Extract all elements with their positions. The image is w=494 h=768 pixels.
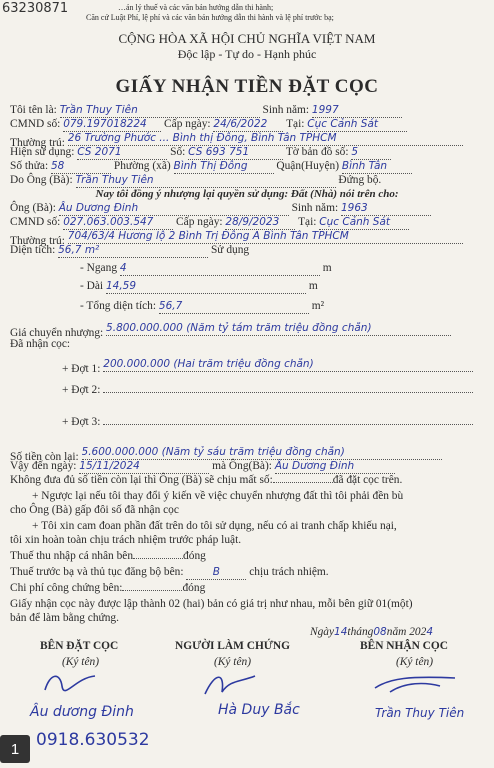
- law-reference-2: Căn cứ Luật Phí, lệ phí và các văn bản hướng dẫn thi hành và lệ phí trước bạ;: [86, 13, 334, 22]
- seller-id: 079.197018224: [63, 118, 161, 132]
- map-sheet: 5: [351, 146, 391, 160]
- round2-row: + Đợt 2:: [62, 384, 484, 397]
- plot-row: Số thửa: 58 Phường (xã) Bình Thị Đông Quận(Huyện) Bình Tân: [10, 160, 484, 174]
- seller-id-date: 24/6/2022: [213, 118, 283, 132]
- remaining-row: Số tiền còn lại: 5.600.000.000 (Năm tỷ sáu trăm triệu đồng chẵn): [10, 446, 484, 464]
- page-index-badge[interactable]: 1: [0, 735, 30, 763]
- buyer-address-row: Thường trú: 704/63/4 Hương lộ 2 Bình Trị Đông A Bình Tân TPHCM: [10, 230, 484, 248]
- clause-commitment: + Tôi xin cam đoan phần đất trên do tôi sử dụng, nếu có ai tranh chấp khiếu nại,: [32, 520, 397, 532]
- buyer-id-place: Cục Cảnh Sát: [319, 216, 409, 230]
- witness-name: Hà Duy Bắc: [218, 702, 300, 718]
- copies-line-2: bản để làm bằng chứng.: [10, 612, 119, 624]
- buyer-address: 704/63/4 Hương lộ 2 Bình Trị Đông A Bình Tân TPHCM: [68, 230, 463, 244]
- plot-number: 58: [51, 160, 111, 174]
- deadline-row: Vậy đến ngày: 15/11/2024 mà Ông(Bà): Âu Dương Đinh: [10, 460, 484, 474]
- depositor-phone: 0918.630532: [36, 730, 150, 750]
- owner-name: Trần Thuy Tiên: [76, 174, 336, 188]
- length-value: 14,59: [106, 280, 306, 294]
- deadline-person: Âu Dương Đinh: [275, 460, 395, 474]
- tax-registration-row: Thuế trước bạ và thủ tục đăng bộ bên: B chịu trách nhiệm.: [10, 566, 329, 578]
- motto: Độc lập - Tự do - Hạnh phúc: [177, 47, 317, 61]
- depositor-heading: BÊN ĐẶT CỌC: [40, 640, 119, 652]
- receiver-name: Trần Thuy Tiên: [375, 706, 465, 720]
- price-row: Giá chuyển nhượng: 5.800.000.000 (Năm tỷ tám trăm triệu đồng chẵn): [10, 322, 484, 340]
- total-area-value: 56,7: [159, 300, 309, 314]
- length-row: - Dài 14,59 m: [80, 280, 318, 292]
- seller-address-row: Thường trú: 26 Trường Phước ... Bình thị Đông, Bình Tân TPHCM: [10, 132, 484, 150]
- depositor-name: Âu dương Đinh: [30, 704, 134, 720]
- seller-id-place: Cục Cảnh Sát: [307, 118, 407, 132]
- width-value: 4: [120, 262, 320, 276]
- law-reference-1: …ản lý thuế và các văn bản hướng dẫn thi hành;: [118, 3, 274, 12]
- transfer-heading: Nay tôi đồng ý nhượng lại quyền sử dụng: Đất (Nhà) nói trên cho:: [95, 188, 399, 200]
- received-label: Đã nhận cọc:: [10, 338, 71, 350]
- clause-forfeit: Không đưa đủ số tiền còn lại thì Ông (Bà) sẽ chịu mất số: đã đặt cọc trên.: [10, 474, 403, 486]
- tax-registration-party: B: [186, 566, 246, 580]
- buyer-id-row: CMND số: 027.063.003.547 Cấp ngày: 28/9/2023 Tại: Cục Cảnh Sát: [10, 216, 484, 230]
- date-row: Ngày14tháng08năm 2024: [310, 626, 433, 638]
- remaining-value: 5.600.000.000 (Năm tỷ sáu trăm triệu đồng chẵn): [82, 446, 442, 460]
- round3-row: + Đợt 3:: [62, 416, 484, 429]
- page-title: GIẤY NHẬN TIỀN ĐẶT CỌC: [115, 76, 379, 97]
- district: Bình Tân: [342, 160, 412, 174]
- deadline-date: 15/11/2024: [79, 460, 209, 474]
- clause-commitment-2: tôi xin hoàn toàn chịu trách nhiệm trước pháp luật.: [10, 534, 242, 546]
- clause-compensation-2: cho Ông (Bà) gấp đôi số đã nhận cọc: [10, 504, 179, 516]
- seller-id-row: CMND số: 079.197018224 Cấp ngày: 24/6/2022 Tại: Cục Cảnh Sát: [10, 118, 484, 132]
- seller-name: Trần Thuy Tiên: [60, 104, 260, 118]
- buyer-name: Âu Dương Đinh: [59, 202, 289, 216]
- certificate-number: CS 693 751: [188, 146, 283, 160]
- receiver-sign-note: (Ký tên): [396, 656, 434, 668]
- buyer-name-row: Ông (Bà): Âu Dương Đinh Sinh năm: 1963: [10, 202, 484, 216]
- buyer-id: 027.063.003.547: [63, 216, 173, 230]
- round1-value: 200.000.000 (Hai trăm triệu đồng chẵn): [103, 358, 473, 372]
- ward: Bình Thị Đông: [174, 160, 274, 174]
- seller-birth-year: 1997: [312, 104, 402, 118]
- total-area-row: - Tổng diện tích: 56,7 m²: [80, 300, 325, 312]
- tax-income-row: Thuế thu nhập cá nhân bên đóng: [10, 550, 206, 562]
- witness-signature-mark: [200, 670, 270, 700]
- owner-row: Do Ông (Bà): Trần Thuy Tiên Đứng bộ.: [10, 174, 382, 186]
- receiver-heading: BÊN NHẬN CỌC: [360, 640, 448, 652]
- witness-sign-note: (Ký tên): [214, 656, 252, 668]
- buyer-birth-year: 1963: [341, 202, 431, 216]
- receiver-signature-mark: [370, 668, 460, 698]
- document-code: 63230871: [2, 1, 69, 16]
- width-row: - Ngang 4 m: [80, 262, 332, 274]
- notary-fee-row: Chi phí công chứng bên: đóng: [10, 582, 206, 594]
- round1-row: + Đợt 1: 200.000.000 (Hai trăm triệu đồng chẵn): [62, 358, 484, 376]
- buyer-id-date: 28/9/2023: [225, 216, 295, 230]
- seller-name-row: Tôi tên là: Trần Thuy Tiên Sinh năm: 1997: [10, 104, 484, 118]
- republic-heading: CỘNG HÒA XÃ HỘI CHỦ NGHĨA VIỆT NAM: [118, 31, 376, 46]
- price-value: 5.800.000.000 (Năm tỷ tám trăm triệu đồng chẵn): [106, 322, 451, 336]
- area-value: 56,7 m²: [58, 244, 208, 258]
- depositor-signature-mark: [40, 668, 100, 696]
- witness-heading: NGƯỜI LÀM CHỨNG: [175, 640, 290, 652]
- clause-compensation: + Ngược lại nếu tôi thay đổi ý kiến về việc chuyển nhượng đất thì tôi phải đền bù: [32, 490, 404, 502]
- seller-address: 26 Trường Phước ... Bình thị Đông, Bình Tân TPHCM: [68, 132, 463, 146]
- area-row: Diện tích: 56,7 m² Sử dụng: [10, 244, 250, 256]
- certificate-code: CS 2071: [77, 146, 167, 160]
- copies-line-1: Giấy nhận cọc này được lập thành 02 (hai) bản có giá trị như nhau, mỗi bên giữ 01(một): [10, 598, 413, 610]
- certificate-row: Hiện sử dụng: CS 2071 Số: CS 693 751 Tờ bản đồ số: 5: [10, 146, 484, 160]
- depositor-sign-note: (Ký tên): [62, 656, 100, 668]
